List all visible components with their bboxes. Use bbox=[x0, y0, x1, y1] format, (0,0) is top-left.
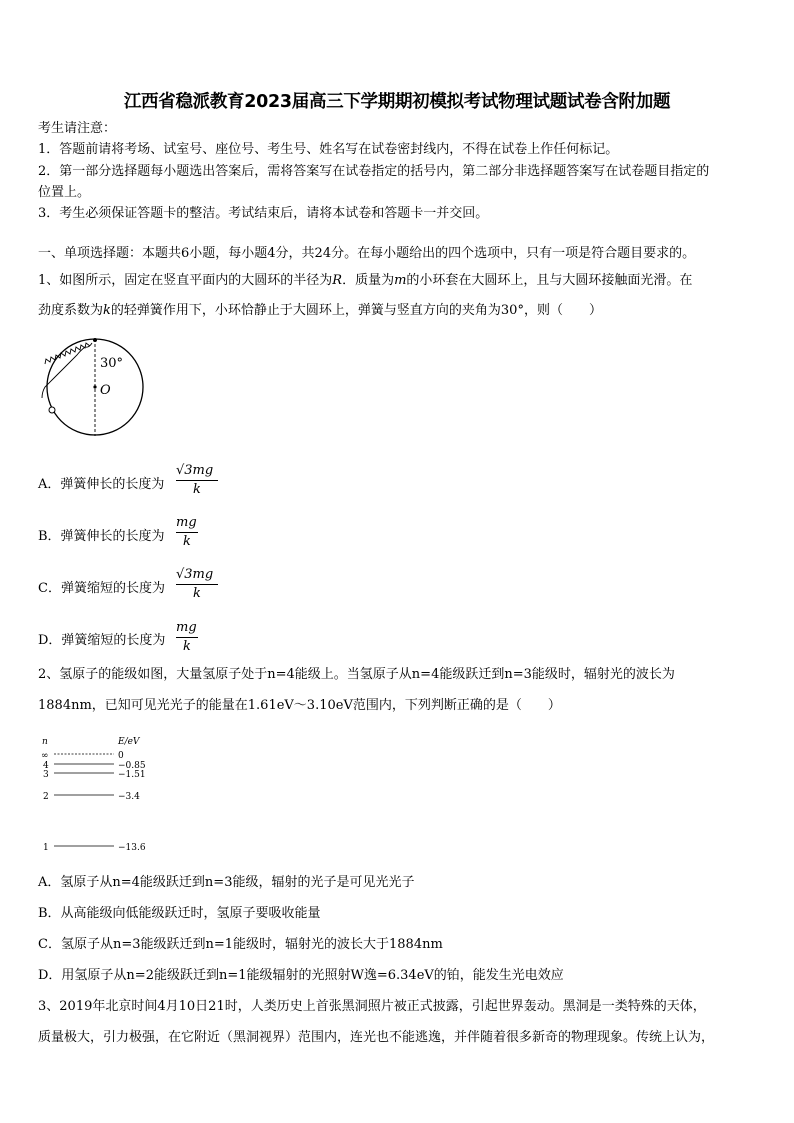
level-n-label: ∞ bbox=[41, 751, 49, 761]
spring-top-fixed-point bbox=[93, 338, 97, 342]
fraction-bar bbox=[176, 584, 218, 585]
q2-option-a: A．氢原子从n=4能级跃迁到n=3能级，辐射的光子是可见光光子 bbox=[38, 875, 415, 890]
question-1-line-1 bbox=[38, 272, 692, 290]
level-n-label: 4 bbox=[43, 761, 49, 771]
question-3-line-1: 3、2019年北京时间4月10日21时，人类历史上首张黑洞照片被正式披露，引起世界轰动。黑洞是一类特殊的天体， bbox=[38, 999, 706, 1014]
n-header: n bbox=[42, 737, 48, 747]
ring-spring-figure bbox=[40, 336, 150, 440]
fraction-numerator: √3mg bbox=[176, 463, 214, 478]
q2-option-c: C．氢原子从n=3能级跃迁到n=1能级时，辐射光的波长大于1884nm bbox=[38, 937, 443, 952]
section-heading: 一、单项选择题：本题共6小题，每小题4分，共24分。在每小题给出的四个选项中，只有一项是符合题目要求的。 bbox=[38, 246, 696, 261]
page-title: 江西省稳派教育2023届高三下学期期初模拟考试物理试题试卷含附加题 bbox=[123, 92, 671, 112]
notice-item: 2．第一部分选择题每小题选出答案后，需将答案写在试卷指定的括号内，第二部分非选择题答案写在试卷题目指定的 bbox=[38, 164, 710, 179]
q1-text: 劲度系数为 bbox=[38, 303, 104, 318]
angle-label: 30° bbox=[100, 356, 124, 371]
fraction-denominator: k bbox=[193, 586, 201, 601]
center-label: O bbox=[100, 383, 111, 398]
level-e-label: −3.4 bbox=[118, 792, 140, 802]
center-point bbox=[93, 385, 96, 388]
q2-option-d: D．用氢原子从n=2能级跃迁到n=1能级辐射的光照射W逸=6.34eV的铂，能发生光电效应 bbox=[38, 968, 564, 983]
e-header: E/eV bbox=[118, 737, 140, 747]
option-b: B．弹簧伸长的长度为 bbox=[38, 529, 165, 544]
level-e-label: −1.51 bbox=[118, 770, 146, 780]
fraction-denominator: k bbox=[183, 639, 191, 654]
notice-item: 1．答题前请将考场、试室号、座位号、考生号、姓名写在试卷密封线内，不得在试卷上作任何标记。 bbox=[38, 142, 619, 157]
option-a: A．弹簧伸长的长度为 bbox=[38, 477, 165, 492]
option-d: D．弹簧缩短的长度为 bbox=[38, 633, 166, 648]
question-2-line-1: 2、氢原子的能级如图，大量氢原子处于n=4能级上。当氢原子从n=4能级跃迁到n=3能级时，辐射光的波长为 bbox=[38, 667, 675, 682]
q2-option-b: B．从高能级向低能级跃迁时，氢原子要吸收能量 bbox=[38, 906, 321, 921]
fraction-bar bbox=[176, 637, 198, 638]
fraction-denominator: k bbox=[193, 482, 201, 497]
fraction-bar bbox=[176, 480, 218, 481]
fraction-numerator: mg bbox=[176, 620, 197, 635]
fraction-numerator: √3mg bbox=[176, 567, 214, 582]
var-k: k bbox=[103, 303, 111, 318]
fraction-bar bbox=[176, 532, 198, 533]
fraction-denominator: k bbox=[183, 534, 191, 549]
level-e-label: 0 bbox=[118, 751, 124, 761]
q1-text: 1、如图所示，固定在竖直平面内的大圆环的半径为 bbox=[38, 273, 333, 288]
q1-text: 的轻弹簧作用下，小环恰静止于大圆环上，弹簧与竖直方向的夹角为30°，则（ ） bbox=[110, 303, 602, 318]
question-2-line-2: 1884nm，已知可见光光子的能量在1.61eV～3.10eV范围内，下列判断正确的是（ ） bbox=[38, 698, 561, 713]
q1-text: ．质量为 bbox=[342, 273, 395, 288]
notice-item: 3．考生必须保证答题卡的整洁。考试结束后，请将本试卷和答题卡一并交回。 bbox=[38, 206, 489, 221]
option-c: C．弹簧缩短的长度为 bbox=[38, 581, 165, 596]
question-1-line-2 bbox=[38, 302, 602, 320]
var-R: R bbox=[332, 273, 343, 288]
notice-heading: 考生请注意： bbox=[38, 121, 117, 136]
spring-coils bbox=[45, 343, 90, 364]
level-n-label: 2 bbox=[43, 792, 49, 802]
q1-text: 的小环套在大圆环上，且与大圆环接触面光滑。在 bbox=[406, 273, 693, 288]
energy-level-diagram bbox=[38, 732, 168, 856]
small-ring bbox=[49, 407, 55, 413]
level-n-label: 3 bbox=[43, 770, 49, 780]
fraction-numerator: mg bbox=[176, 515, 197, 530]
level-e-label: −0.85 bbox=[118, 761, 146, 771]
notice-item: 位置上。 bbox=[38, 185, 91, 200]
var-m: m bbox=[394, 273, 407, 288]
level-n-label: 1 bbox=[43, 843, 49, 853]
question-3-line-2: 质量极大，引力极强，在它附近（黑洞视界）范围内，连光也不能逃逸，并伴随着很多新奇的物理现象。传统上认为， bbox=[38, 1030, 715, 1045]
level-e-label: −13.6 bbox=[118, 843, 146, 853]
